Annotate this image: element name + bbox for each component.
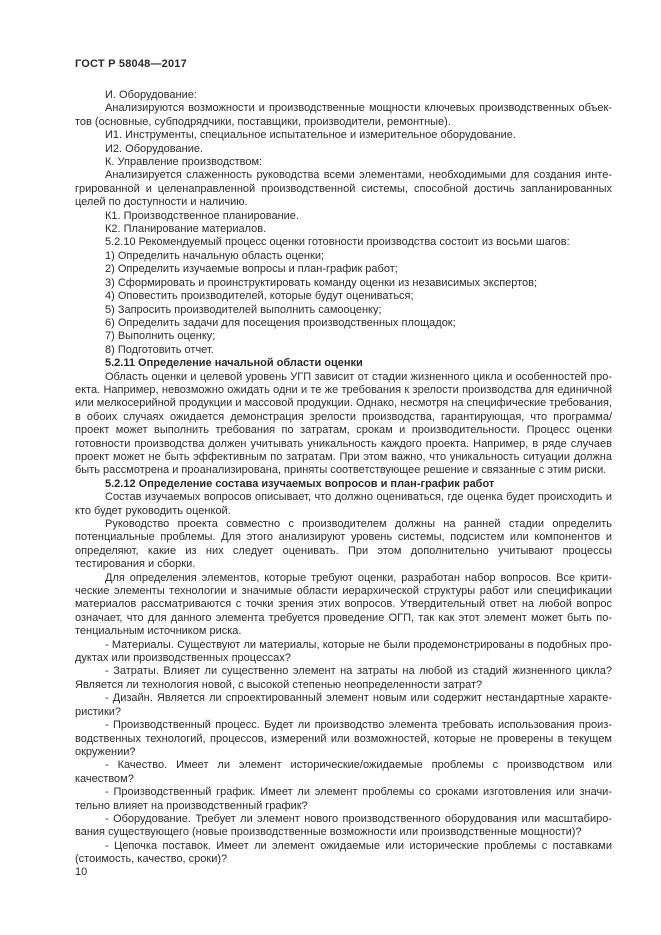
paragraph: Анализируется слаженность руководства всеми элементами, необходимыми для создания интегрированной и целенаправленной производственной системы, способной достичь запланированных целей по доступности и наличию.: [75, 169, 612, 209]
paragraph: К. Управление производством:: [105, 156, 263, 169]
paragraph: 6) Определить задачи для посещения производственных площадок;: [105, 316, 456, 329]
page-number: 10: [75, 866, 88, 878]
paragraph: - Оборудование. Требует ли элемент нового производственного оборудования или масштабирования существующего (новые производственные возможности или производственные мощности)?: [75, 812, 612, 839]
paragraph: И2. Оборудование.: [105, 142, 204, 155]
paragraph: И. Оборудование:: [105, 89, 197, 101]
paragraph: Область оценки и целевой уровень УГП зависит от стадии жизненного цикла и особенностей проекта. Например, невозможно ожидать одни и те же требования к зрелости производства для единичной или мелкосерийной продукции и массовой продукции. Однако, несмотря на специфические требования, в обоих случаях ожидается демонстрация зрелости производства, гарантирующая, что программа/проект может выполнить требования по затратам, срокам и производительности. Процесс оценки готовности производства должен учитывать уникальность каждого проекта. Например, в ряде случаев проект может не быть эффективным по затратам. При этом важно, что уникальность ситуации должна быть рассмотрена и проанализирована, приняты соответствующее решение и связанные с этим риски.: [75, 370, 612, 477]
paragraph: К1. Производственное планирование.: [105, 209, 299, 222]
document-body: [75, 89, 612, 867]
paragraph: 1) Определить начальную область оценки;: [105, 249, 325, 262]
section-heading: 5.2.11 Определение начальной области оценки: [105, 357, 363, 370]
section-heading: 5.2.12 Определение состава изучаемых вопросов и план-график работ: [105, 477, 495, 490]
paragraph: 2) Определить изучаемые вопросы и план-график работ;: [105, 263, 398, 276]
paragraph: Руководство проекта совместно с производителем должны на ранней стадии определить потенциальные проблемы. Для этого анализируют уровень системы, подсистем или компонентов и определяют, какие из них следует оценивать. При этом дополнительно учитывают процессы тестирования и сборки.: [75, 518, 612, 571]
paragraph: - Производственный процесс. Будет ли производство элемента требовать использования производственных технологий, процессов, измерений или возможностей, которые не проверены в текущем окружении?: [75, 719, 612, 758]
paragraph: Состав изучаемых вопросов описывает, что должно оцениваться, где оценка будет происходить и кто будет руководить оценкой.: [75, 491, 612, 517]
paragraph: 7) Выполнить оценку;: [105, 330, 216, 343]
paragraph: 5.2.10 Рекомендуемый процесс оценки готовности производства состоит из восьми шагов:: [105, 236, 570, 249]
paragraph: Анализируются возможности и производственные мощности ключевых производственных объектов (основные, субподрядчики, поставщики, производители, ремонтные).: [75, 102, 612, 128]
paragraph: - Затраты. Влияет ли существенно элемент на затраты на любой из стадий жизненного цикла? Является ли технология новой, с высокой степенью неопределенности затрат?: [75, 665, 612, 691]
paragraph: Для определения элементов, которые требуют оценки, разработан набор вопросов. Все критические элементы технологии и значимые области иерархической структуры работ или спецификации материалов рассматриваются с точки зрения этих вопросов. Утвердительный ответ на любой вопрос означает, что для данного элемента требуется проведение ОГП, так как этот элемент может быть потенциальным источником риска.: [75, 571, 612, 638]
paragraph: 5) Запросить производителей выполнить самооценку;: [105, 303, 382, 316]
paragraph: - Материалы. Существуют ли материалы, которые не были продемонстрированы в подобных продуктах или производственных процессах?: [75, 638, 612, 665]
paragraph: И1. Инструменты, специальное испытательное и измерительное оборудование.: [105, 129, 516, 142]
paragraph: 8) Подготовить отчет.: [105, 343, 214, 356]
document-header: ГОСТ Р 58048—2017: [75, 58, 187, 70]
paragraph: - Дизайн. Является ли спроектированный элемент новым или содержит нестандартные характеристики?: [75, 692, 612, 718]
paragraph: - Качество. Имеет ли элемент исторические/ожидаемые проблемы с производством или качеством?: [75, 759, 612, 785]
paragraph: 3) Сформировать и проинструктировать команду оценки из независимых экспертов;: [105, 276, 538, 289]
paragraph: - Производственный график. Имеет ли элемент проблемы со сроками изготовления или значительно влияет на производственный график?: [75, 786, 612, 812]
paragraph: К2. Планирование материалов.: [105, 223, 267, 236]
paragraph: 4) Оповестить производителей, которые будут оцениваться;: [105, 290, 414, 303]
paragraph: - Цепочка поставок. Имеет ли элемент ожидаемые или исторические проблемы с поставками (стоимость, качество, сроки)?: [75, 839, 612, 866]
